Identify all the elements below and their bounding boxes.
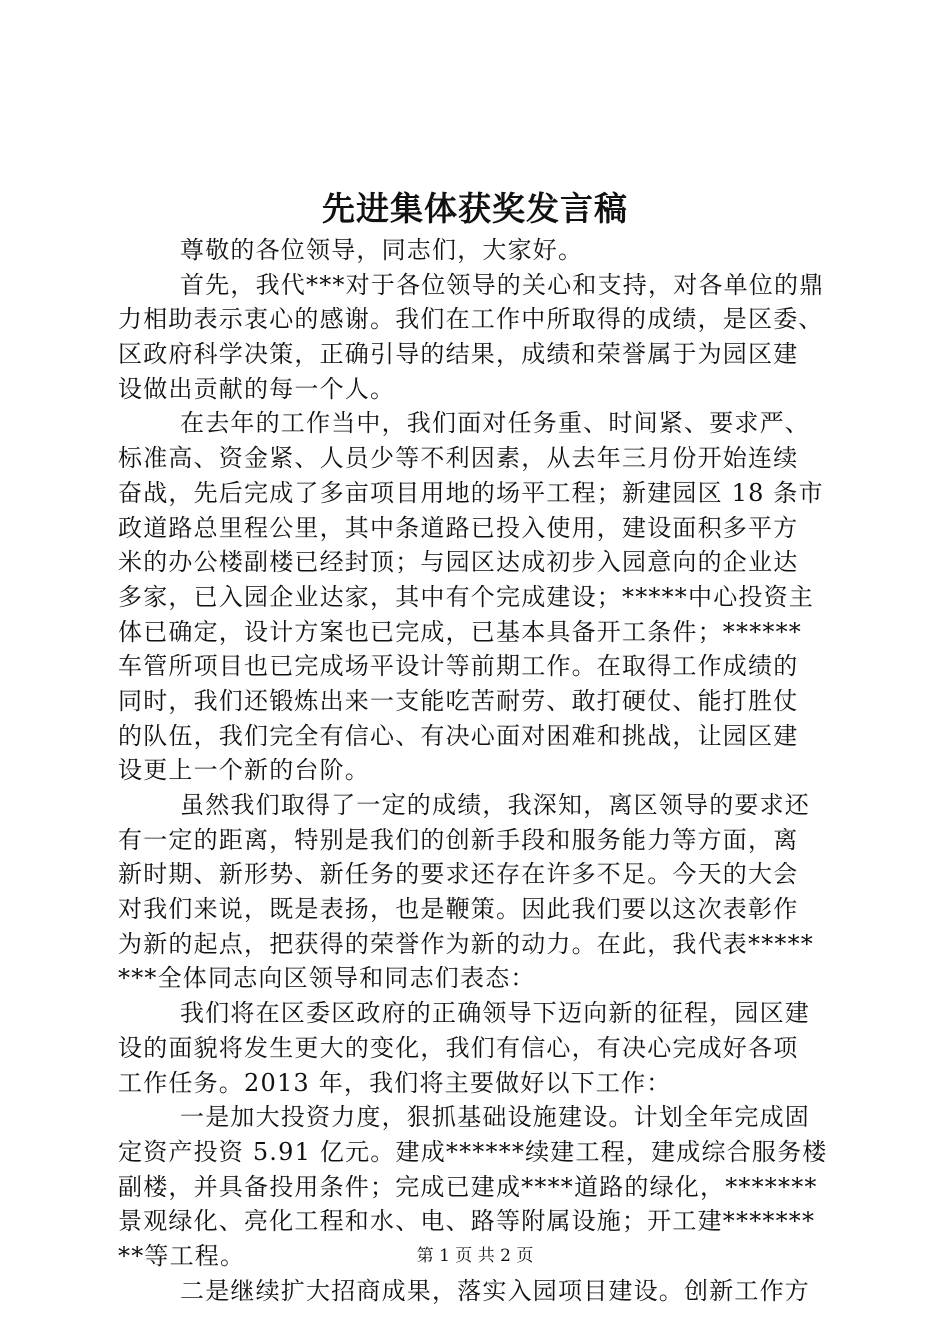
text-line: 的队伍，我们完全有信心、有决心面对困难和挑战，让园区建	[118, 721, 799, 750]
text-line: 副楼，并具备投用条件；完成已建成****道路的绿化，*******	[118, 1172, 818, 1201]
text-line: 米的办公楼副楼已经封顶；与园区达成初步入园意向的企业达	[118, 548, 799, 577]
text-line: 区政府科学决策，正确引导的结果，成绩和荣誉属于为园区建	[118, 340, 799, 369]
text-line: 为新的起点，把获得的荣誉作为新的动力。在此，我代表*****	[118, 929, 814, 958]
text-line: 政道路总里程公里，其中条道路已投入使用，建设面积多平方	[118, 513, 799, 542]
text-line: 景观绿化、亮化工程和水、电、路等附属设施；开工建*******	[118, 1207, 816, 1236]
text-line: 虽然我们取得了一定的成绩，我深知，离区领导的要求还	[180, 791, 810, 819]
text-line: 在去年的工作当中，我们面对任务重、时间紧、要求严、	[180, 409, 810, 438]
text-line: 尊敬的各位领导，同志们，大家好。	[180, 236, 584, 264]
text-line: 新时期、新形势、新任务的要求还存在许多不足。今天的大会	[118, 860, 799, 889]
text-line: 车管所项目也已完成场平设计等前期工作。在取得工作成绩的	[118, 652, 799, 681]
page-footer: 第 1 页 共 2 页	[416, 1246, 534, 1266]
text-line: 对我们来说，既是表扬，也是鞭策。因此我们要以这次表彰作	[118, 895, 799, 924]
text-line: 奋战，先后完成了多亩项目用地的场平工程；新建园区 18 条市	[118, 478, 824, 507]
text-line: 多家，已入园企业达家，其中有个完成建设；*****中心投资主	[118, 582, 814, 611]
text-line: ***全体同志向区领导和同志们表态：	[118, 964, 536, 993]
text-line: 二是继续扩大招商成果，落实入园项目建设。创新工作方	[180, 1276, 810, 1305]
text-line: 定资产投资 5.91 亿元。建成******续建工程，建成综合服务楼	[118, 1137, 828, 1166]
text-line: 力相助表示衷心的感谢。我们在工作中所取得的成绩，是区委、	[118, 305, 824, 334]
text-line: 工作任务。2013 年，我们将主要做好以下工作：	[118, 1068, 672, 1097]
text-line: 设的面貌将发生更大的变化，我们有信心，有决心完成好各项	[118, 1033, 799, 1062]
document-title: 先进集体获奖发言稿	[322, 189, 628, 228]
text-line: 标准高、资金紧、人员少等不利因素，从去年三月份开始连续	[118, 444, 799, 473]
text-line: **等工程。	[118, 1241, 246, 1270]
text-line: 首先，我代***对于各位领导的关心和支持，对各单位的鼎	[180, 270, 825, 299]
text-line: 有一定的距离，特别是我们的创新手段和服务能力等方面，离	[118, 825, 799, 854]
document-body	[118, 233, 838, 1308]
text-line: 我们将在区委区政府的正确领导下迈向新的征程，园区建	[180, 999, 810, 1028]
text-line: 设做出贡献的每一个人。	[118, 374, 396, 403]
text-line: 体已确定，设计方案也已完成，已基本具备开工条件；******	[118, 617, 802, 646]
text-line: 设更上一个新的台阶。	[118, 756, 370, 785]
text-line: 同时，我们还锻炼出来一支能吃苦耐劳、敢打硬仗、能打胜仗	[118, 686, 799, 715]
text-line: 一是加大投资力度，狠抓基础设施建设。计划全年完成固	[180, 1103, 810, 1132]
